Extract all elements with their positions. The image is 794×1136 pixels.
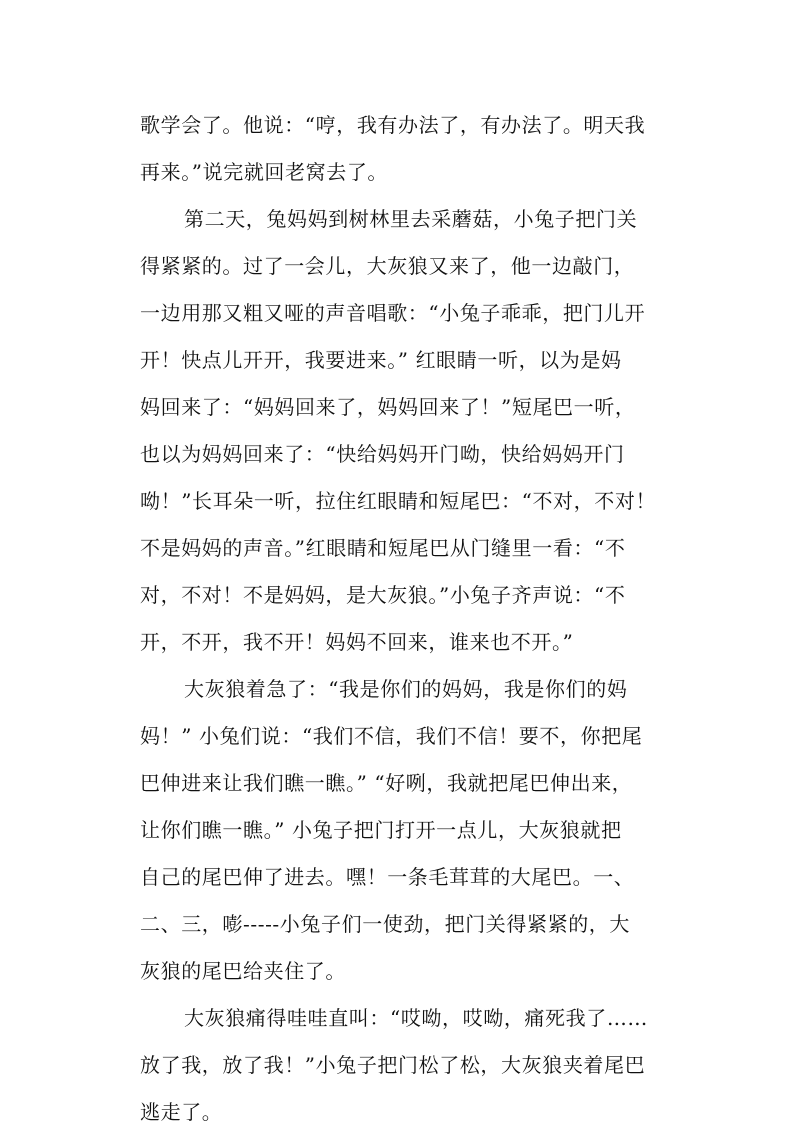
text-line: 自己的尾巴伸了进去。嘿！一条毛茸茸的大尾巴。一、: [140, 865, 635, 889]
text-line: 再来。”说完就回老窝去了。: [140, 160, 389, 184]
text-line: 开，不开，我不开！妈妈不回来，谁来也不开。”: [140, 630, 574, 654]
text-line: 歌学会了。他说：“哼，我有办法了，有办法了。明天我: [140, 113, 646, 137]
text-line: 得紧紧的。过了一会儿，大灰狼又来了，他一边敲门，: [140, 254, 635, 278]
text-line: 妈！” 小兔们说：“我们不信，我们不信！要不，你把尾: [140, 724, 643, 748]
story-text: [140, 102, 670, 1136]
text-line: 对，不对！不是妈妈，是大灰狼。”小兔子齐声说：“不: [140, 583, 626, 607]
text-line: 呦！”长耳朵一听，拉住红眼睛和短尾巴：“不对，不对！: [140, 489, 657, 513]
text-line: 不是妈妈的声音。”红眼睛和短尾巴从门缝里一看：“不: [140, 536, 626, 560]
text-line: 逃走了。: [140, 1100, 223, 1124]
paragraph-start-line: 第二天，兔妈妈到树林里去采蘑菇，小兔子把门关: [184, 207, 638, 231]
paragraph-start-line: 大灰狼痛得哇哇直叫：“哎呦，哎呦，痛死我了……: [184, 1006, 649, 1030]
text-line: 巴伸进来让我们瞧一瞧。” “好咧，我就把尾巴伸出来，: [140, 771, 633, 795]
text-line: 放了我，放了我！”小兔子把门松了松，大灰狼夹着尾巴: [140, 1053, 646, 1077]
text-line: 让你们瞧一瞧。” 小兔子把门打开一点儿，大灰狼就把: [140, 818, 622, 842]
paragraph-start-line: 大灰狼着急了：“我是你们的妈妈，我是你们的妈: [184, 677, 628, 701]
text-line: 一边用那又粗又哑的声音唱歌：“小兔子乖乖，把门儿开: [140, 301, 646, 325]
text-line: 妈回来了：“妈妈回来了，妈妈回来了！”短尾巴一听，: [140, 395, 636, 419]
text-line: 灰狼的尾巴给夹住了。: [140, 959, 346, 983]
text-line: 二、三，嘭-----小兔子们一使劲，把门关得紧紧的，大: [140, 912, 630, 936]
text-line: 开！快点儿开开，我要进来。” 红眼睛一听，以为是妈: [140, 348, 622, 372]
text-line: 也以为妈妈回来了：“快给妈妈开门呦，快给妈妈开门: [140, 442, 625, 466]
